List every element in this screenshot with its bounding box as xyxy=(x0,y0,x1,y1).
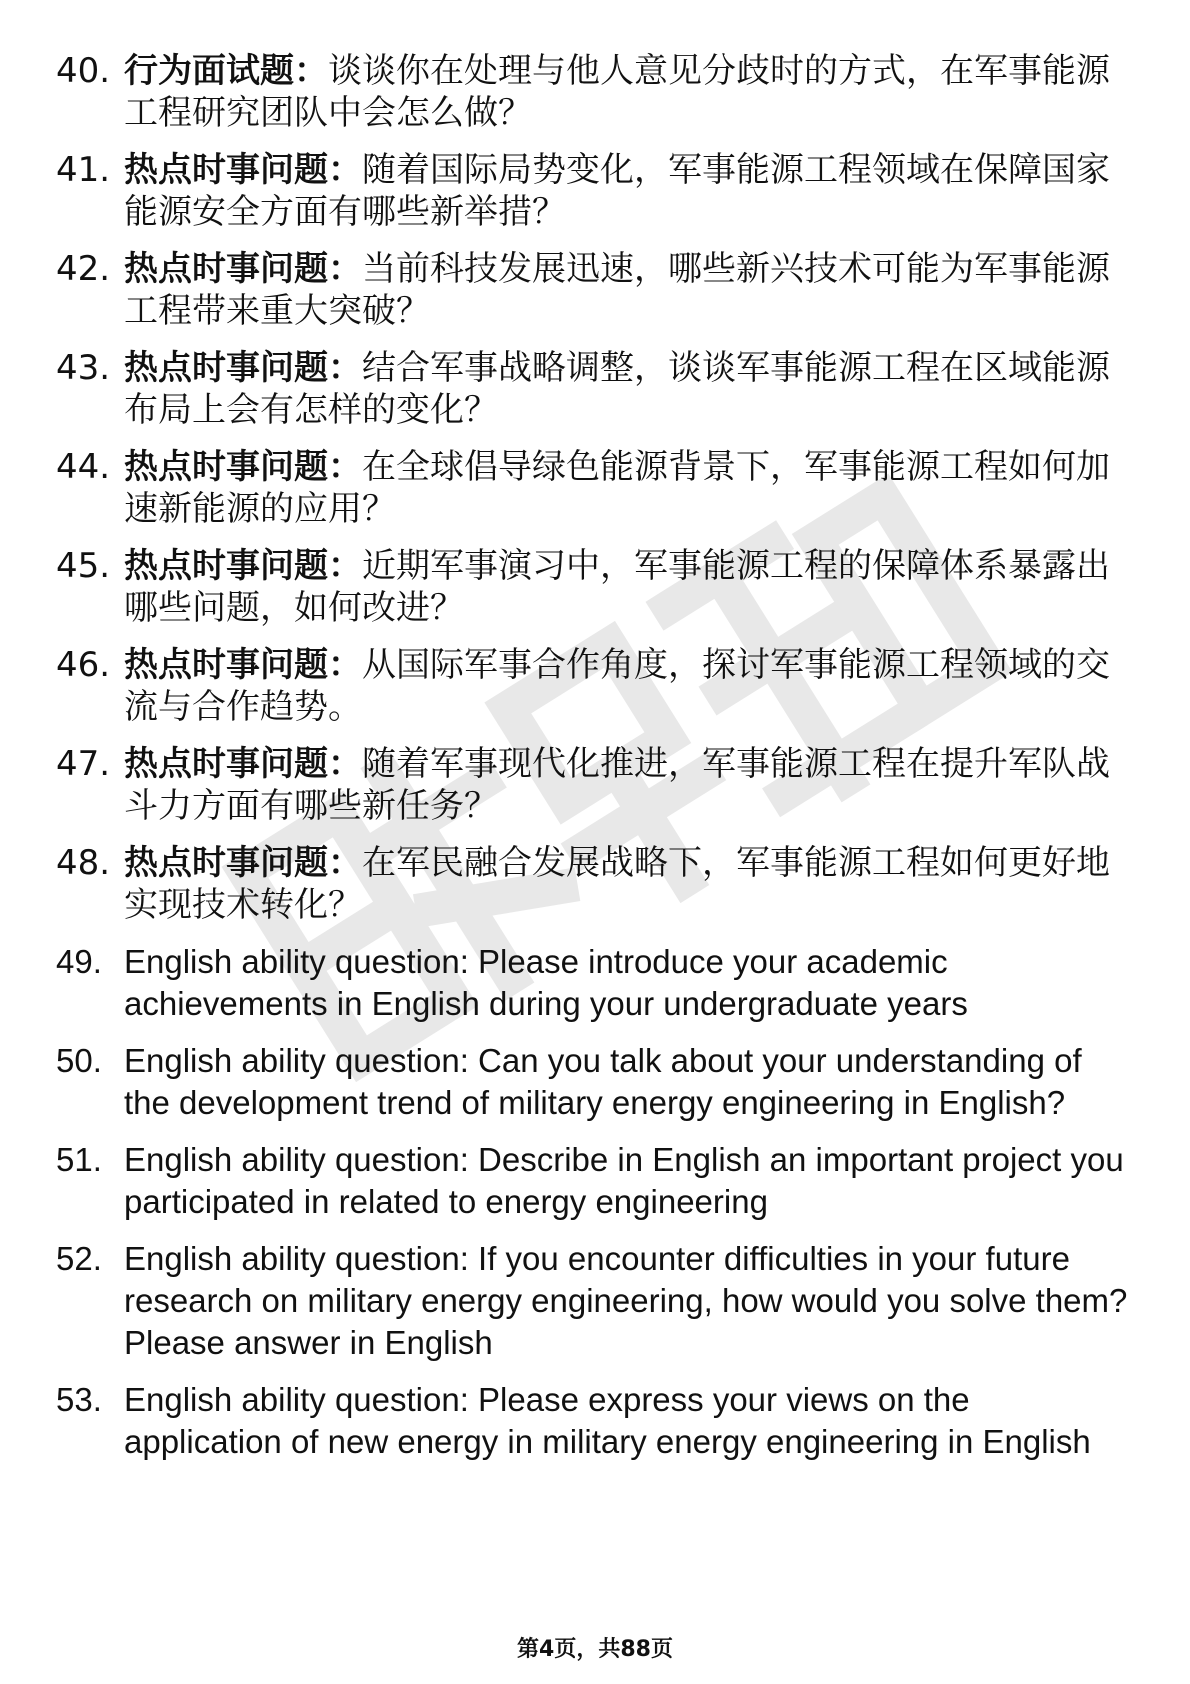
item-category: 热点时事问题： xyxy=(124,348,362,388)
item-category: 热点时事问题： xyxy=(124,645,362,685)
item-category: 热点时事问题： xyxy=(124,150,362,190)
item-text: English ability question: Describe in English an important project you participated in related to energy engineering xyxy=(124,1141,1124,1220)
item-category: 热点时事问题： xyxy=(124,744,362,784)
item-number: 49. xyxy=(56,943,102,980)
list-item xyxy=(0,248,1190,332)
list-item xyxy=(0,347,1190,431)
list-item xyxy=(0,1040,1190,1124)
item-text: 在军民融合发展战略下，军事能源工程如何更好地实现技术转化？ xyxy=(124,843,1110,925)
item-text: English ability question: Please introduce your academic achievements in English during your undergraduate years xyxy=(124,943,968,1022)
item-text: English ability question: If you encounter difficulties in your future research on military energy engineering, how would you solve them? Please answer in English xyxy=(124,1240,1128,1361)
item-text: 结合军事战略调整，谈谈军事能源工程在区域能源布局上会有怎样的变化？ xyxy=(124,348,1110,430)
item-text: 近期军事演习中，军事能源工程的保障体系暴露出哪些问题，如何改进？ xyxy=(124,546,1110,628)
item-number: 42. xyxy=(56,249,111,289)
item-number: 44. xyxy=(56,447,111,487)
item-number: 41. xyxy=(56,150,111,190)
item-number: 47. xyxy=(56,744,111,784)
item-number: 50. xyxy=(56,1042,102,1079)
item-number: 48. xyxy=(56,843,111,883)
item-text: 在全球倡导绿色能源背景下，军事能源工程如何加速新能源的应用？ xyxy=(124,447,1110,529)
item-category: 热点时事问题： xyxy=(124,249,362,289)
item-number: 40. xyxy=(56,51,111,91)
list-item xyxy=(0,1379,1190,1463)
list-item xyxy=(0,842,1190,926)
item-text: 谈谈你在处理与他人意见分歧时的方式，在军事能源工程研究团队中会怎么做？ xyxy=(124,51,1110,133)
page-number: 第4页，共88页 xyxy=(517,1637,673,1662)
item-text: English ability question: Can you talk about your understanding of the development trend of military energy engineering in English? xyxy=(124,1042,1082,1121)
question-list xyxy=(0,50,1190,1478)
item-number: 43. xyxy=(56,348,111,388)
list-item xyxy=(0,743,1190,827)
list-item xyxy=(0,1139,1190,1223)
item-text: 随着国际局势变化，军事能源工程领域在保障国家能源安全方面有哪些新举措？ xyxy=(124,150,1110,232)
item-text: 当前科技发展迅速，哪些新兴技术可能为军事能源工程带来重大突破？ xyxy=(124,249,1110,331)
item-text: 随着军事现代化推进，军事能源工程在提升军队战斗力方面有哪些新任务？ xyxy=(124,744,1110,826)
list-item xyxy=(0,446,1190,530)
list-item xyxy=(0,644,1190,728)
item-number: 45. xyxy=(56,546,111,586)
item-text: 从国际军事合作角度，探讨军事能源工程领域的交流与合作趋势。 xyxy=(124,645,1110,727)
item-category: 行为面试题： xyxy=(124,51,328,91)
list-item xyxy=(0,50,1190,134)
item-category: 热点时事问题： xyxy=(124,843,362,883)
item-text: English ability question: Please express your views on the application of new energy in military energy engineering in English xyxy=(124,1381,1091,1460)
item-number: 52. xyxy=(56,1240,102,1277)
list-item xyxy=(0,545,1190,629)
item-number: 51. xyxy=(56,1141,102,1178)
item-number: 53. xyxy=(56,1381,102,1418)
item-category: 热点时事问题： xyxy=(124,546,362,586)
list-item xyxy=(0,149,1190,233)
item-number: 46. xyxy=(56,645,111,685)
item-category: 热点时事问题： xyxy=(124,447,362,487)
list-item xyxy=(0,1238,1190,1364)
list-item xyxy=(0,941,1190,1025)
